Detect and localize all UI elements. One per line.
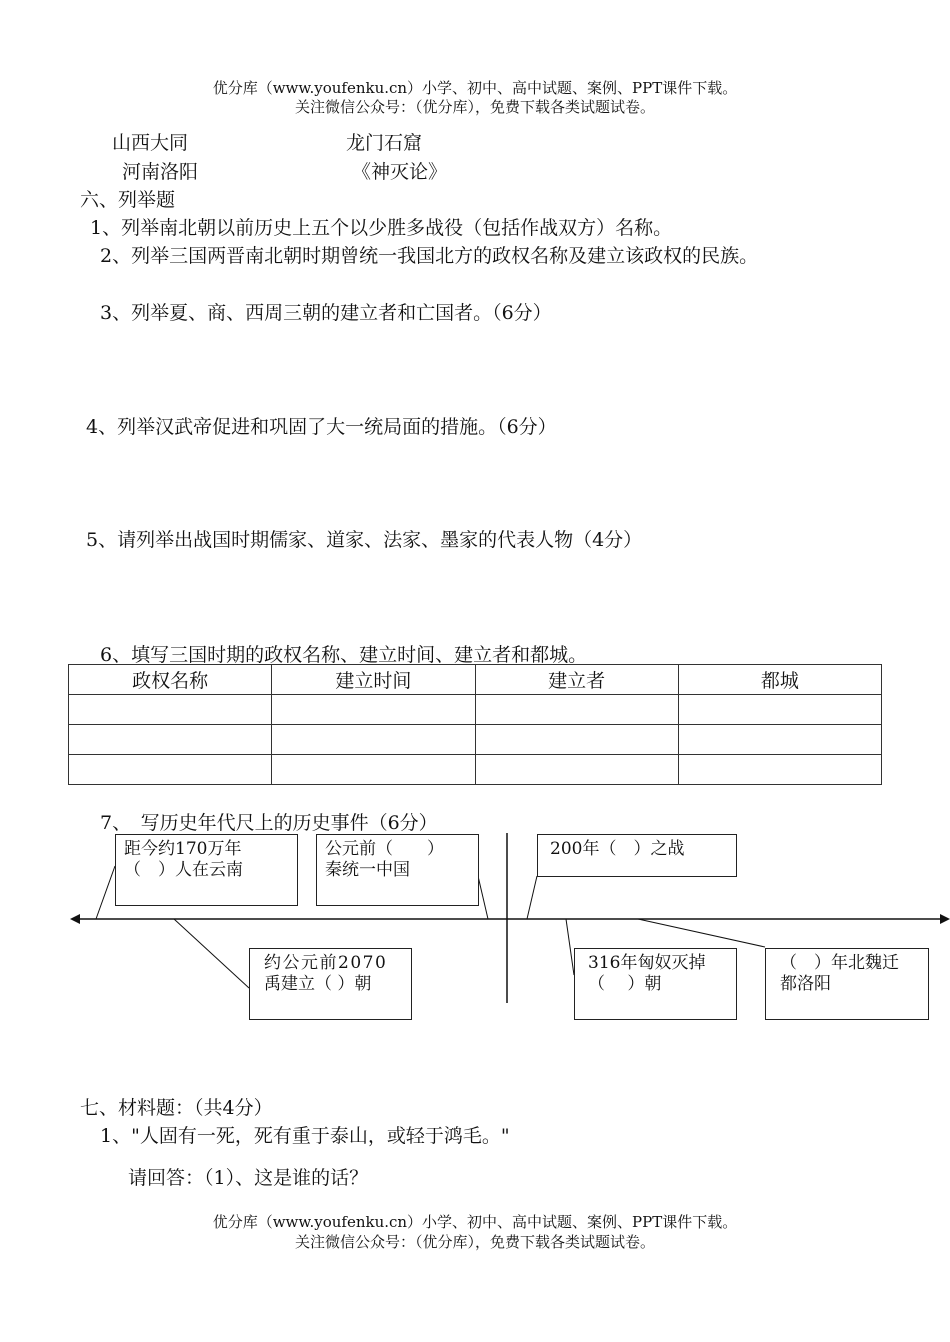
timeline-box-xijin (574, 948, 737, 1020)
table-header-cell: 建立者 (475, 665, 678, 695)
question-7-1: 1、"人固有一死，死有重于泰山，或轻于鸿毛。" (100, 1125, 510, 1147)
table-header-cell: 建立时间 (272, 665, 475, 695)
match-left-2: 河南洛阳 (122, 161, 199, 183)
timeline-box-battle (537, 834, 737, 877)
question-6-2: 2、列举三国两晋南北朝时期曾统一我国北方的政权名称及建立该政权的民族。 (100, 245, 759, 267)
timeline-box-qin (316, 834, 479, 906)
connector-2 (478, 876, 488, 919)
question-6-7: 7、 写历史年代尺上的历史事件（6分） (100, 812, 438, 834)
question-7-1-sub: 请回答：（1）、这是谁的话？ (128, 1167, 369, 1189)
timeline-box-text: 200年（ ）之战 (550, 839, 685, 859)
match-right-1: 龙门石窟 (346, 132, 423, 154)
timeline-box-text: 禹建立（ ）朝 (264, 974, 372, 994)
connector-4 (174, 919, 249, 988)
timeline-box-text: （ ）年北魏迁 (780, 953, 899, 973)
footer-line-1: 优分库（www.youfenku.cn）小学、初中、高中试题、案例、PPT课件下载。 (212, 1213, 738, 1231)
timeline-box-text: （ ）人在云南 (124, 860, 243, 880)
timeline-box-text: 公元前（ ） (325, 839, 444, 859)
timeline-box-text: 约公元前2070 (264, 953, 388, 973)
section7-title: 七、材料题：（共4分） (80, 1097, 273, 1119)
timeline-box-text: 距今约170万年 (124, 839, 242, 859)
question-6-6: 6、填写三国时期的政权名称、建立时间、建立者和都城。 (100, 644, 588, 666)
question-6-3: 3、列举夏、商、西周三朝的建立者和亡国者。（6分） (100, 302, 552, 324)
match-right-2: 《神灭论》 (352, 161, 448, 183)
connector-6 (638, 919, 765, 947)
timeline-arrow-right (940, 914, 950, 924)
footer-line-2: 关注微信公众号：（优分库），免费下载各类试题试卷。 (294, 1233, 655, 1251)
section6-title: 六、列举题 (80, 189, 176, 211)
timeline-box-xia (249, 948, 412, 1020)
question-6-1: 1、列举南北朝以前历史上五个以少胜多战役（包括作战双方）名称。 (90, 217, 673, 239)
timeline-box-text: （ ）朝 (588, 974, 662, 994)
table-header-cell: 政权名称 (69, 665, 272, 695)
header-line-2: 关注微信公众号：（优分库），免费下载各类试题试卷。 (294, 98, 655, 116)
timeline-box-text: 都洛阳 (780, 974, 831, 994)
timeline-box-yuanmou (115, 834, 298, 906)
connector-1 (96, 866, 115, 919)
timeline-box-text: 秦统一中国 (325, 860, 410, 880)
timeline-box-beiwei (765, 948, 929, 1020)
match-left-1: 山西大同 (112, 132, 189, 154)
question-6-4: 4、列举汉武帝促进和巩固了大一统局面的措施。（6分） (86, 416, 557, 438)
connector-5 (566, 919, 574, 975)
question-6-5: 5、请列举出战国时期儒家、道家、法家、墨家的代表人物（4分） (86, 529, 643, 551)
header-line-1: 优分库（www.youfenku.cn）小学、初中、高中试题、案例、PPT课件下载。 (212, 79, 738, 97)
table-header-cell: 都城 (678, 665, 881, 695)
timeline-box-text: 316年匈奴灭掉 (588, 953, 706, 973)
connector-3 (527, 876, 537, 919)
timeline-arrow-left (70, 914, 80, 924)
